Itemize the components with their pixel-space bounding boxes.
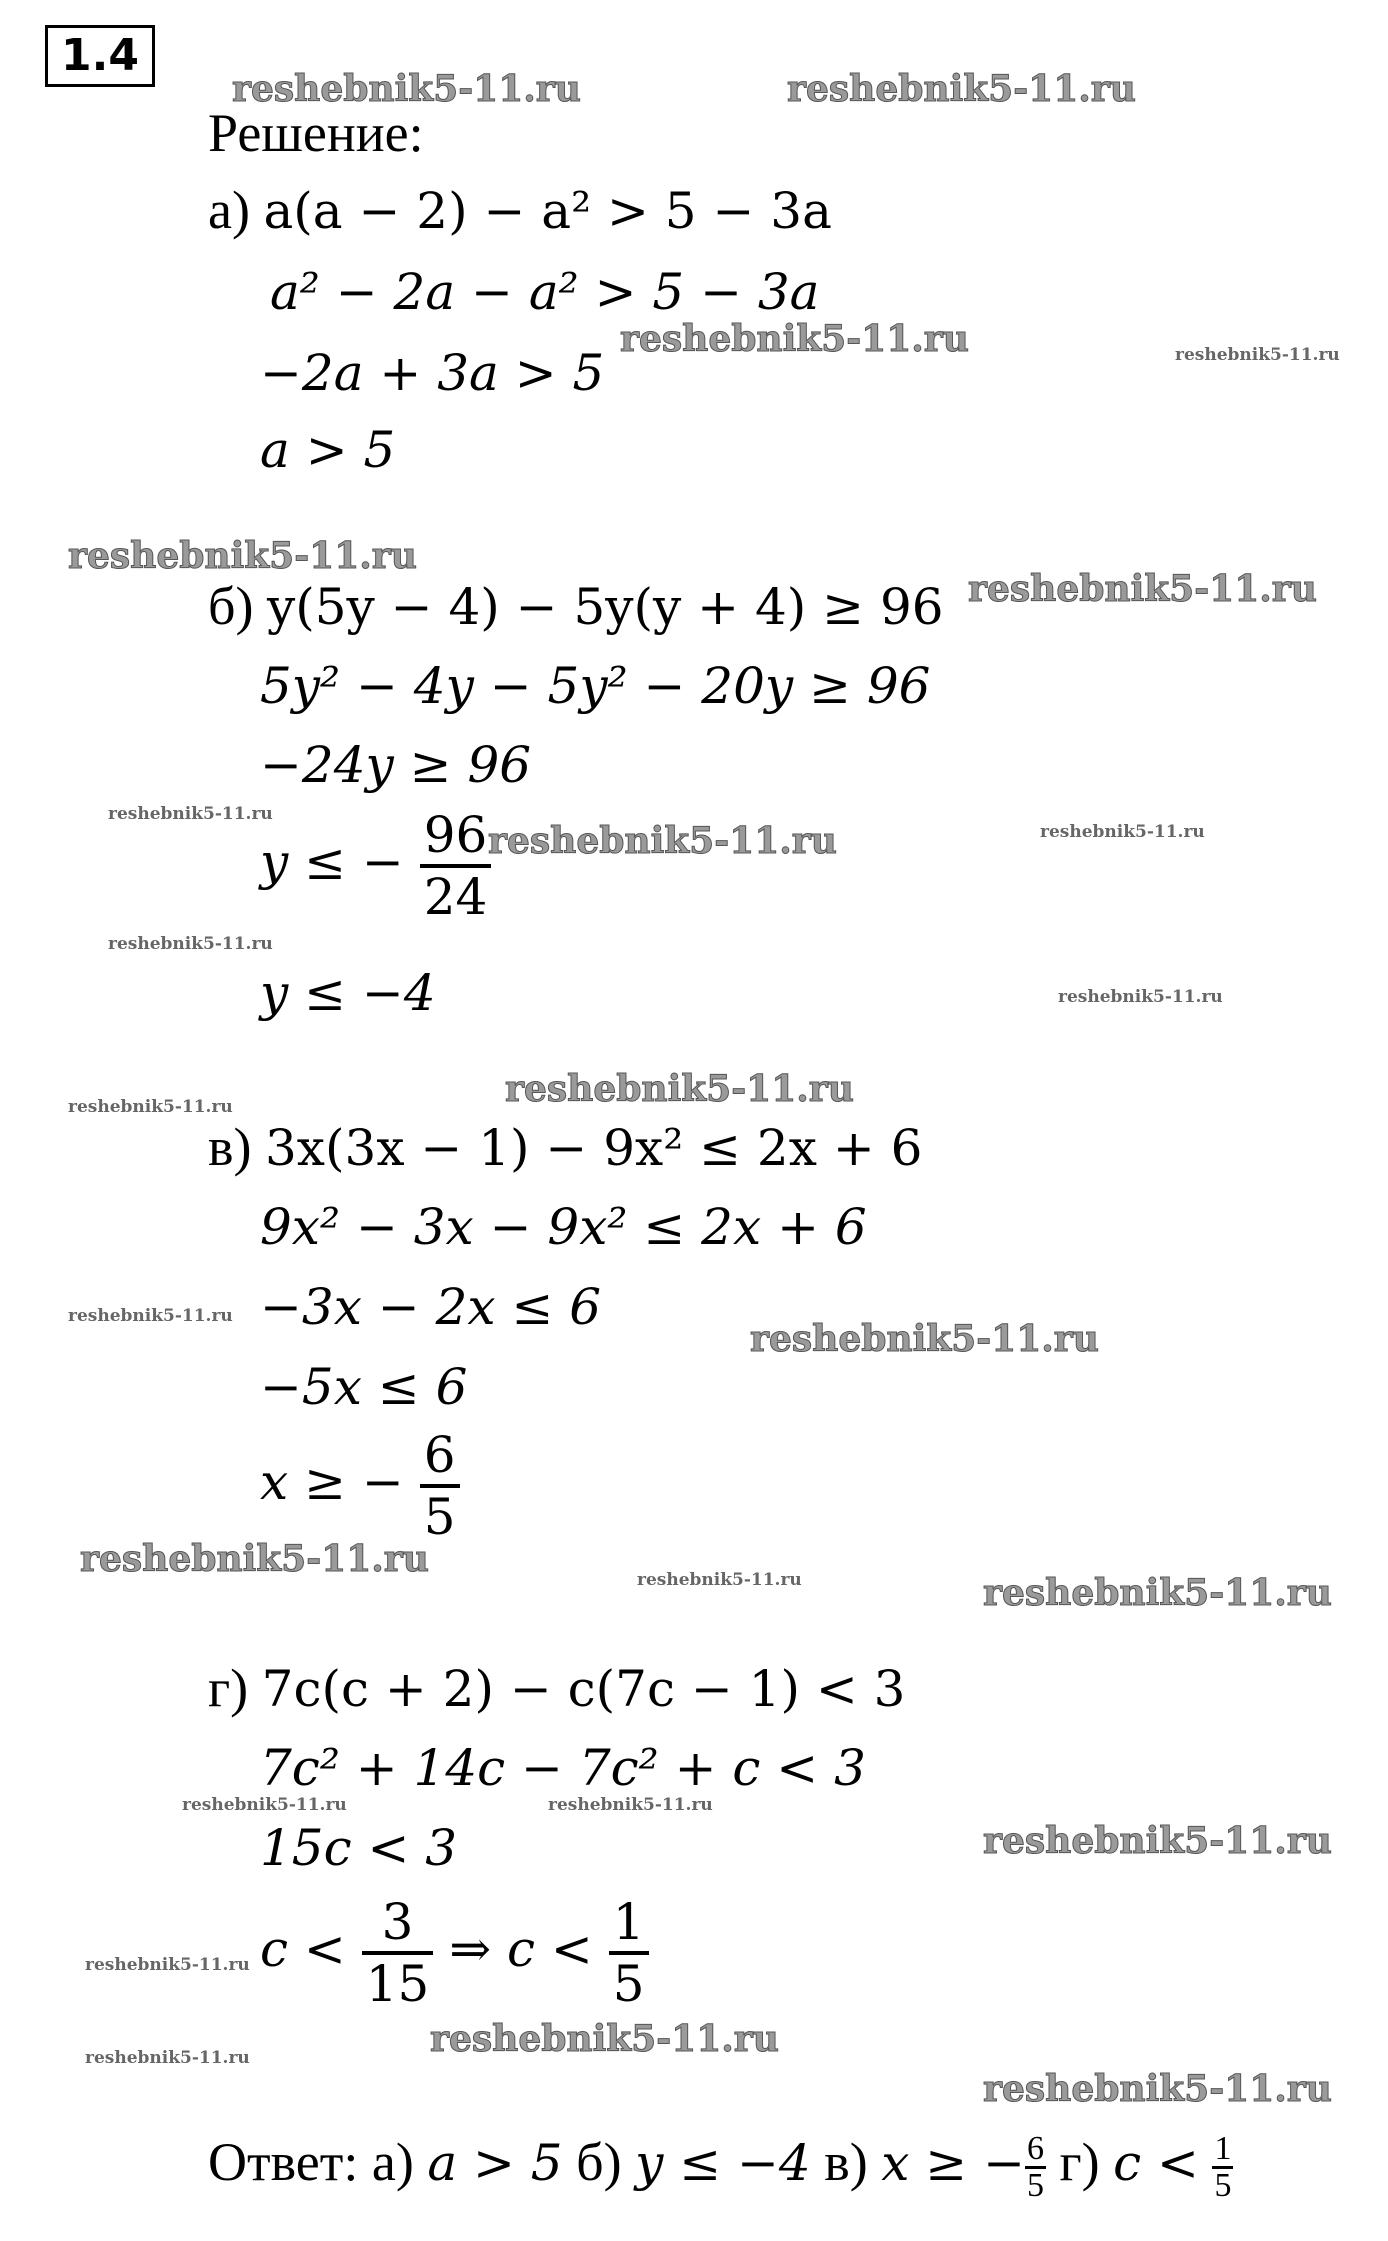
watermark: reshebnik5-11.ru	[1058, 987, 1223, 1007]
part-v-line4: −5x ≤ 6	[260, 1358, 468, 1416]
watermark: reshebnik5-11.ru	[637, 1570, 802, 1590]
answer-g-prefix: c <	[1113, 2134, 1199, 2192]
part-a-expression: a(a − 2) − a² > 5 − 3a	[263, 182, 832, 240]
part-b-label: б)	[208, 576, 254, 636]
fraction-denominator: 5	[1027, 2167, 1044, 2205]
fraction-denominator: 5	[609, 1951, 649, 2009]
watermark: reshebnik5-11.ru	[548, 1795, 713, 1815]
answer-g-label: г)	[1059, 2132, 1100, 2192]
fraction-numerator: 96	[423, 806, 488, 864]
watermark: reshebnik5-11.ru	[983, 2068, 1332, 2110]
fraction-denominator: 15	[362, 1951, 434, 2009]
watermark: reshebnik5-11.ru	[488, 820, 837, 862]
answer-a-label: а)	[371, 2132, 414, 2192]
part-b-line2: 5y² − 4y − 5y² − 20y ≥ 96	[260, 657, 931, 715]
part-v-label: в)	[208, 1117, 252, 1177]
part-a-label: а)	[208, 180, 250, 240]
watermark: reshebnik5-11.ru	[750, 1318, 1099, 1360]
answer-b-value: y ≤ −4	[635, 2134, 811, 2192]
fraction-numerator: 1	[1214, 2130, 1232, 2168]
watermark: reshebnik5-11.ru	[80, 1538, 429, 1580]
solution-heading: Решение:	[208, 103, 424, 163]
watermark: reshebnik5-11.ru	[108, 934, 273, 954]
part-b-line3: −24y ≥ 96	[260, 736, 532, 794]
watermark: reshebnik5-11.ru	[68, 1097, 233, 1117]
fraction-numerator: 3	[381, 1893, 414, 1951]
watermark: reshebnik5-11.ru	[108, 804, 273, 824]
part-g-line2: 7c² + 14c − 7c² + c < 3	[260, 1739, 866, 1797]
part-a-line4: a > 5	[260, 421, 396, 479]
part-g-line4-prefix: c <	[260, 1920, 346, 1978]
fraction-denominator: 5	[420, 1484, 460, 1542]
watermark: reshebnik5-11.ru	[85, 2048, 250, 2068]
watermark: reshebnik5-11.ru	[232, 68, 581, 110]
part-v-line3: −3x − 2x ≤ 6	[260, 1278, 602, 1336]
part-g-line1	[208, 1658, 905, 1719]
watermark: reshebnik5-11.ru	[182, 1795, 347, 1815]
part-v-line2: 9x² − 3x − 9x² ≤ 2x + 6	[260, 1198, 867, 1256]
fraction-numerator: 1	[612, 1893, 645, 1951]
watermark: reshebnik5-11.ru	[505, 1068, 854, 1110]
fraction-numerator: 6	[423, 1426, 456, 1484]
answer-label: Ответ:	[208, 2132, 359, 2192]
fraction-denominator: 5	[1214, 2167, 1232, 2205]
part-b-line1	[208, 576, 944, 637]
watermark: reshebnik5-11.ru	[85, 1955, 250, 1975]
answer-a-value: a > 5	[427, 2134, 563, 2192]
part-v-line5-prefix: x ≥ −	[260, 1453, 404, 1511]
fraction-numerator: 6	[1027, 2130, 1044, 2168]
watermark: reshebnik5-11.ru	[1040, 822, 1205, 842]
part-g-line4	[260, 1893, 649, 2013]
answer-g-fraction	[1212, 2132, 1233, 2203]
watermark: reshebnik5-11.ru	[983, 1572, 1332, 1614]
watermark: reshebnik5-11.ru	[430, 2018, 779, 2060]
part-g-fraction-1	[362, 1893, 434, 2013]
part-v-expression: 3x(3x − 1) − 9x² ≤ 2x + 6	[264, 1119, 923, 1177]
part-a-line1	[208, 180, 832, 241]
part-a-line3: −2a + 3a > 5	[260, 344, 605, 402]
part-b-line5: y ≤ −4	[260, 964, 436, 1022]
part-g-implies: ⇒ c <	[449, 1920, 593, 1978]
answer-line	[208, 2132, 1233, 2203]
part-g-fraction-2	[609, 1893, 649, 2013]
watermark: reshebnik5-11.ru	[787, 68, 1136, 110]
fraction-denominator: 24	[420, 864, 492, 922]
answer-b-label: б)	[576, 2132, 622, 2192]
part-g-line3: 15c < 3	[260, 1819, 458, 1877]
watermark: reshebnik5-11.ru	[1175, 345, 1340, 365]
watermark: reshebnik5-11.ru	[68, 535, 417, 577]
answer-v-fraction	[1025, 2132, 1046, 2203]
part-v-line5	[260, 1426, 460, 1546]
answer-v-prefix: x ≥ −	[881, 2134, 1025, 2192]
part-b-fraction	[420, 806, 492, 926]
watermark: reshebnik5-11.ru	[620, 318, 969, 360]
watermark: reshebnik5-11.ru	[68, 1306, 233, 1326]
part-b-line4-prefix: y ≤ −	[260, 833, 404, 891]
part-g-expression: 7c(c + 2) − c(7c − 1) < 3	[261, 1660, 906, 1718]
part-v-line1	[208, 1117, 922, 1178]
part-g-label: г)	[208, 1658, 249, 1718]
task-number-box: 1.4	[45, 25, 155, 87]
part-b-expression: y(5y − 4) − 5y(y + 4) ≥ 96	[266, 578, 944, 636]
part-v-fraction	[420, 1426, 460, 1546]
part-b-line4	[260, 806, 491, 926]
part-a-line2: a² − 2a − a² > 5 − 3a	[270, 263, 820, 321]
answer-v-label: в)	[824, 2132, 868, 2192]
watermark: reshebnik5-11.ru	[983, 1820, 1332, 1862]
watermark: reshebnik5-11.ru	[968, 568, 1317, 610]
